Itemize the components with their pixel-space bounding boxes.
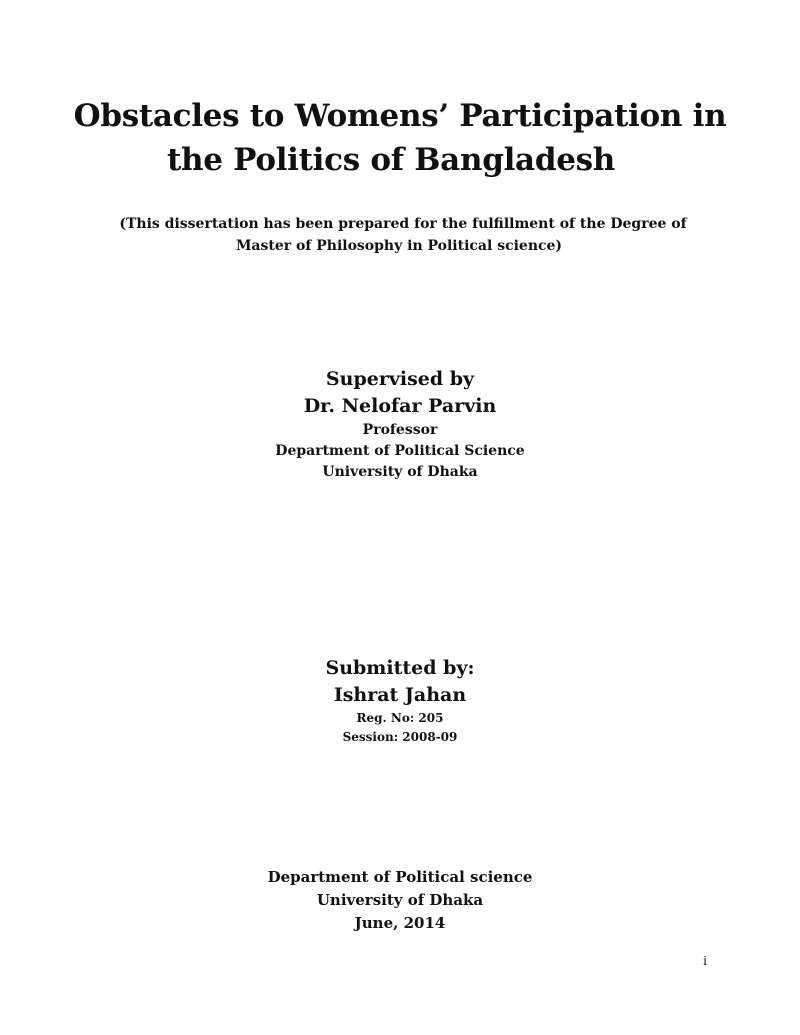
institution-university: University of Dhaka — [316, 891, 484, 909]
supervisor-block — [0, 366, 800, 483]
dissertation-title — [0, 94, 800, 182]
submitter-name: Ishrat Jahan — [333, 684, 467, 706]
institution-block — [0, 866, 800, 935]
submitter-session: Session: 2008-09 — [342, 730, 458, 744]
page-number: i — [703, 954, 707, 968]
submitter-heading: Submitted by: — [325, 657, 475, 679]
submitter-reg-no: Reg. No: 205 — [356, 711, 444, 725]
note-line-2: Master of Philosophy in Political science) — [235, 238, 563, 254]
title-line-2: the Politics of Bangladesh — [166, 142, 616, 178]
dissertation-note — [0, 213, 800, 257]
title-line-1: Obstacles to Womens’ Participation in — [73, 98, 727, 134]
supervisor-heading: Supervised by — [325, 368, 475, 390]
supervisor-name: Dr. Nelofar Parvin — [303, 395, 497, 417]
submission-date: June, 2014 — [354, 914, 446, 932]
note-line-1: (This dissertation has been prepared for the fulfillment of the Degree of — [119, 216, 687, 232]
institution-department: Department of Political science — [267, 868, 533, 886]
submitter-block — [0, 655, 800, 747]
supervisor-department: Department of Political Science — [275, 443, 525, 459]
supervisor-university: University of Dhaka — [322, 464, 478, 480]
supervisor-designation: Professor — [362, 422, 438, 438]
